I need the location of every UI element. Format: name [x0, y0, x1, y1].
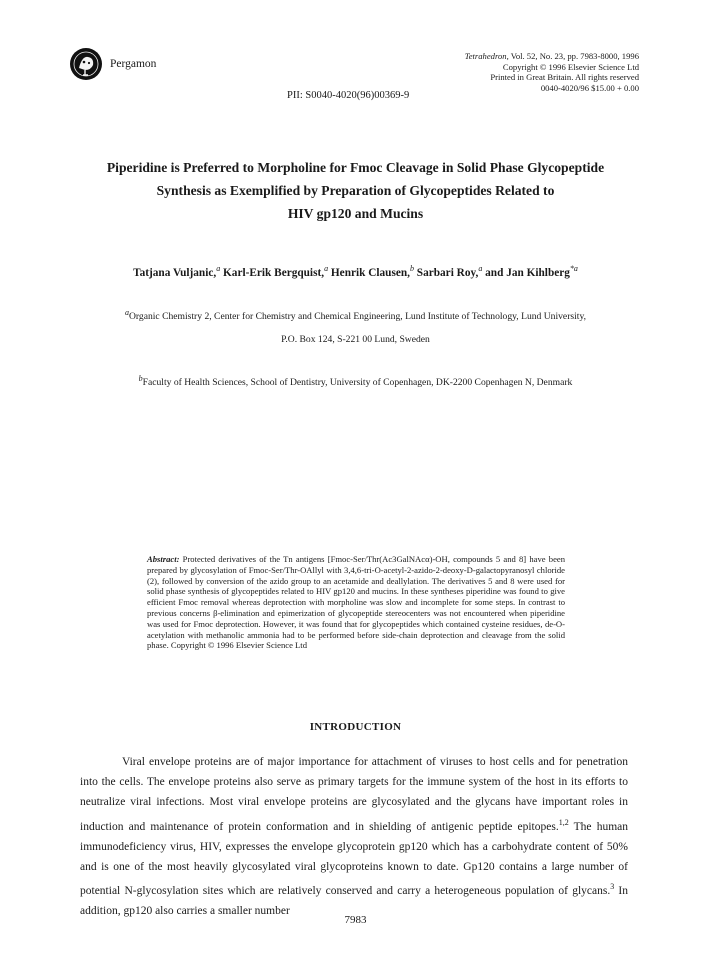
author-list: [40, 264, 671, 279]
title-line: HIV gp120 and Mucins: [287, 206, 424, 221]
page-number: 7983: [344, 914, 367, 926]
body-text: In addition, gp120 also carries a smaller number: [80, 884, 628, 918]
author-mark: a: [478, 264, 483, 273]
affiliation-b: [40, 374, 671, 388]
abstract-label: Abstract:: [147, 554, 180, 564]
affiliation-a: [40, 308, 671, 322]
affiliation-mark: b: [138, 374, 143, 383]
journal-citation: [465, 51, 639, 62]
body-text: Viral envelope proteins are of major importance for attachment of viruses to host cells and for penetration into the cells. The envelope proteins also serve as primary targets for the immune system of the host in its efforts to neutralize viral infections. Most viral envelope proteins are glycosylated and the glycans have important roles in induction and maintenance of protein conformation and in shielding of antigenic peptide epitopes.: [80, 756, 628, 833]
citation-ref: 3: [610, 882, 615, 892]
affiliation-text: Organic Chemistry 2, Center for Chemistry and Chemical Engineering, Lund Institute of Technology, Lund University,: [128, 311, 587, 323]
abstract-text: Protected derivatives of the Tn antigens [Fmoc-Ser/Thr(Ac3GalNAcα)-OH, compounds 5 and 8] have been prepared by glycosylation of Fmoc-Ser/Thr-OAllyl with 3,4,6-tri-O-acetyl-2-azido-2-deoxy-D-galactopyranosyl chloride (2), followed by conversion of the azido group to an acetamide and deallylation. The derivatives 5 and 8 were used for solid phase synthesis of glycopeptides related to HIV gp120 and mucins. In these syntheses piperidine was found to give efficient Fmoc removal whereas deprotection with morpholine was slow and incomplete for some steps. In contrast to previous concerns β-elimination and epimerization of glycopeptide stereocenters was not encountered when piperidine was used for Fmoc deprotection. However, it was found that for glycopeptides which contained cysteine residues, de-O-acetylation with methanolic ammonia had to be performed before side-chain deprotection and cleavage from the solid phase. Copyright © 1996 Elsevier Science Ltd: [147, 554, 565, 651]
body-text: The human immunodeficiency virus, HIV, expresses the envelope glycoprotein gp120 which has a carbohydrate content of 50% and is one of the most heavily glycosylated viral glycoproteins known to date. Gp120 contains a large number of potential N-glycosylation sites which are relatively conserved and carry a heterogeneous population of glycans.: [80, 820, 628, 897]
journal-name: Tetrahedron,: [464, 51, 509, 61]
journal-details: Vol. 52, No. 23, pp. 7983-8000, 1996: [508, 51, 639, 61]
printed-line: Printed in Great Britain. All rights reserved: [490, 72, 639, 83]
introduction-paragraph: [80, 752, 628, 921]
price-line: 0040-4020/96 $15.00 + 0.00: [540, 82, 639, 93]
abstract: [147, 554, 565, 651]
author: Karl-Erik Bergquist,: [220, 266, 325, 279]
article-title: [60, 156, 651, 225]
author-mark: *a: [569, 264, 578, 273]
publisher-logo: [70, 48, 102, 80]
author: Henrik Clausen,: [328, 266, 410, 279]
author-mark: a: [324, 264, 329, 273]
author: Tatjana Vuljanic,: [133, 266, 217, 279]
author: Sarbari Roy,: [413, 266, 479, 279]
journal-info: [465, 51, 639, 93]
affiliation-mark: a: [124, 308, 129, 317]
title-line: Synthesis as Exemplified by Preparation of Glycopeptides Related to: [156, 183, 555, 198]
author-mark: a: [216, 264, 221, 273]
citation-ref: 1,2: [558, 817, 569, 827]
copyright-line: Copyright © 1996 Elsevier Science Ltd: [502, 61, 639, 72]
affiliation-a-address: P.O. Box 124, S-221 00 Lund, Sweden: [281, 334, 430, 345]
publisher-name: Pergamon: [110, 58, 157, 70]
title-line: Piperidine is Preferred to Morpholine for Fmoc Cleavage in Solid Phase Glycopeptide: [106, 160, 605, 175]
elsevier-tree-icon: [70, 48, 102, 80]
pii: PII: S0040-4020(96)00369-9: [287, 90, 410, 101]
section-heading: INTRODUCTION: [309, 721, 402, 733]
affiliation-text: Faculty of Health Sciences, School of Dentistry, University of Copenhagen, DK-2200 Copenhagen N, Denmark: [142, 377, 573, 389]
author: and Jan Kihlberg: [482, 266, 570, 279]
author-mark: b: [409, 264, 414, 273]
